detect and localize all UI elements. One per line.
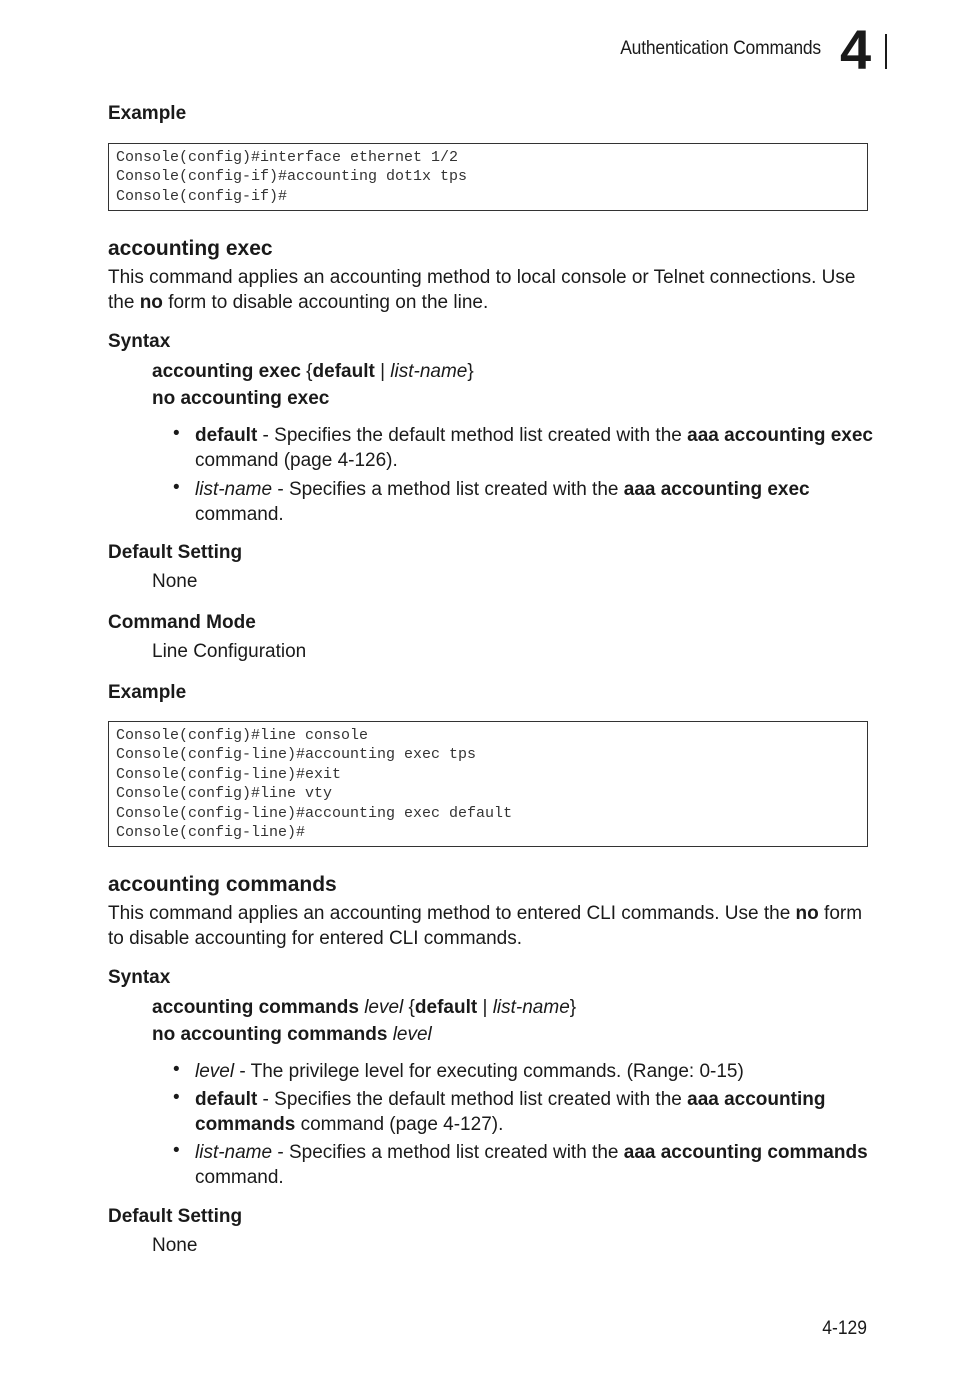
code-example-block: Console(config)#interface ethernet 1/2 Console(config-if)#accounting dot1x tps Console(config-if)# [108, 143, 868, 211]
parameter-description: default - Specifies the default method list created with the aaa accounting exec command (page 4-126). [195, 425, 873, 471]
parameter-description: default - Specifies the default method list created with the aaa accounting commands command (page 4-127). [195, 1089, 826, 1135]
section-title-accounting-commands: accounting commands [108, 873, 337, 896]
bullet-marker: • [173, 1087, 180, 1108]
default-setting-heading: Default Setting [108, 542, 243, 563]
default-setting-heading: Default Setting [108, 1206, 243, 1227]
default-setting-value: None [152, 1235, 198, 1256]
parameter-description: list-name - Specifies a method list created with the aaa accounting commands command. [195, 1142, 868, 1188]
syntax-line: no accounting exec [152, 388, 330, 409]
section-title-accounting-exec: accounting exec [108, 237, 273, 260]
default-setting-value: None [152, 571, 198, 592]
syntax-line: no accounting commands level [152, 1024, 432, 1045]
syntax-line: accounting commands level {default | list-name} [152, 997, 577, 1018]
bullet-marker: • [173, 1140, 180, 1161]
parameter-description: list-name - Specifies a method list created with the aaa accounting exec command. [195, 479, 810, 525]
section-description: This command applies an accounting method to local console or Telnet connections. Use the no form to disable accounting on the line. [108, 267, 856, 313]
section-description: This command applies an accounting method to entered CLI commands. Use the no form to disable accounting for entered CLI commands. [108, 903, 863, 949]
example-heading: Example [108, 682, 187, 703]
syntax-line: accounting exec {default | list-name} [152, 361, 474, 382]
command-mode-heading: Command Mode [108, 612, 256, 633]
example-heading: Example [108, 103, 187, 124]
code-example-block: Console(config)#line console Console(config-line)#accounting exec tps Console(config-line)#exit Console(config)#line vty Console(config-line)#accounting exec default Console(config-line)# [108, 721, 868, 847]
parameter-description: level - The privilege level for executing commands. (Range: 0-15) [195, 1061, 744, 1082]
command-mode-value: Line Configuration [152, 641, 307, 662]
syntax-heading: Syntax [108, 967, 171, 988]
chapter-number: 4 [840, 18, 872, 81]
bullet-marker: • [173, 477, 180, 498]
running-header-title: Authentication Commands [620, 38, 821, 59]
bullet-marker: • [173, 1059, 180, 1080]
page-number: 4-129 [822, 1318, 867, 1339]
bullet-marker: • [173, 423, 180, 444]
syntax-heading: Syntax [108, 331, 171, 352]
chapter-divider [885, 34, 887, 69]
